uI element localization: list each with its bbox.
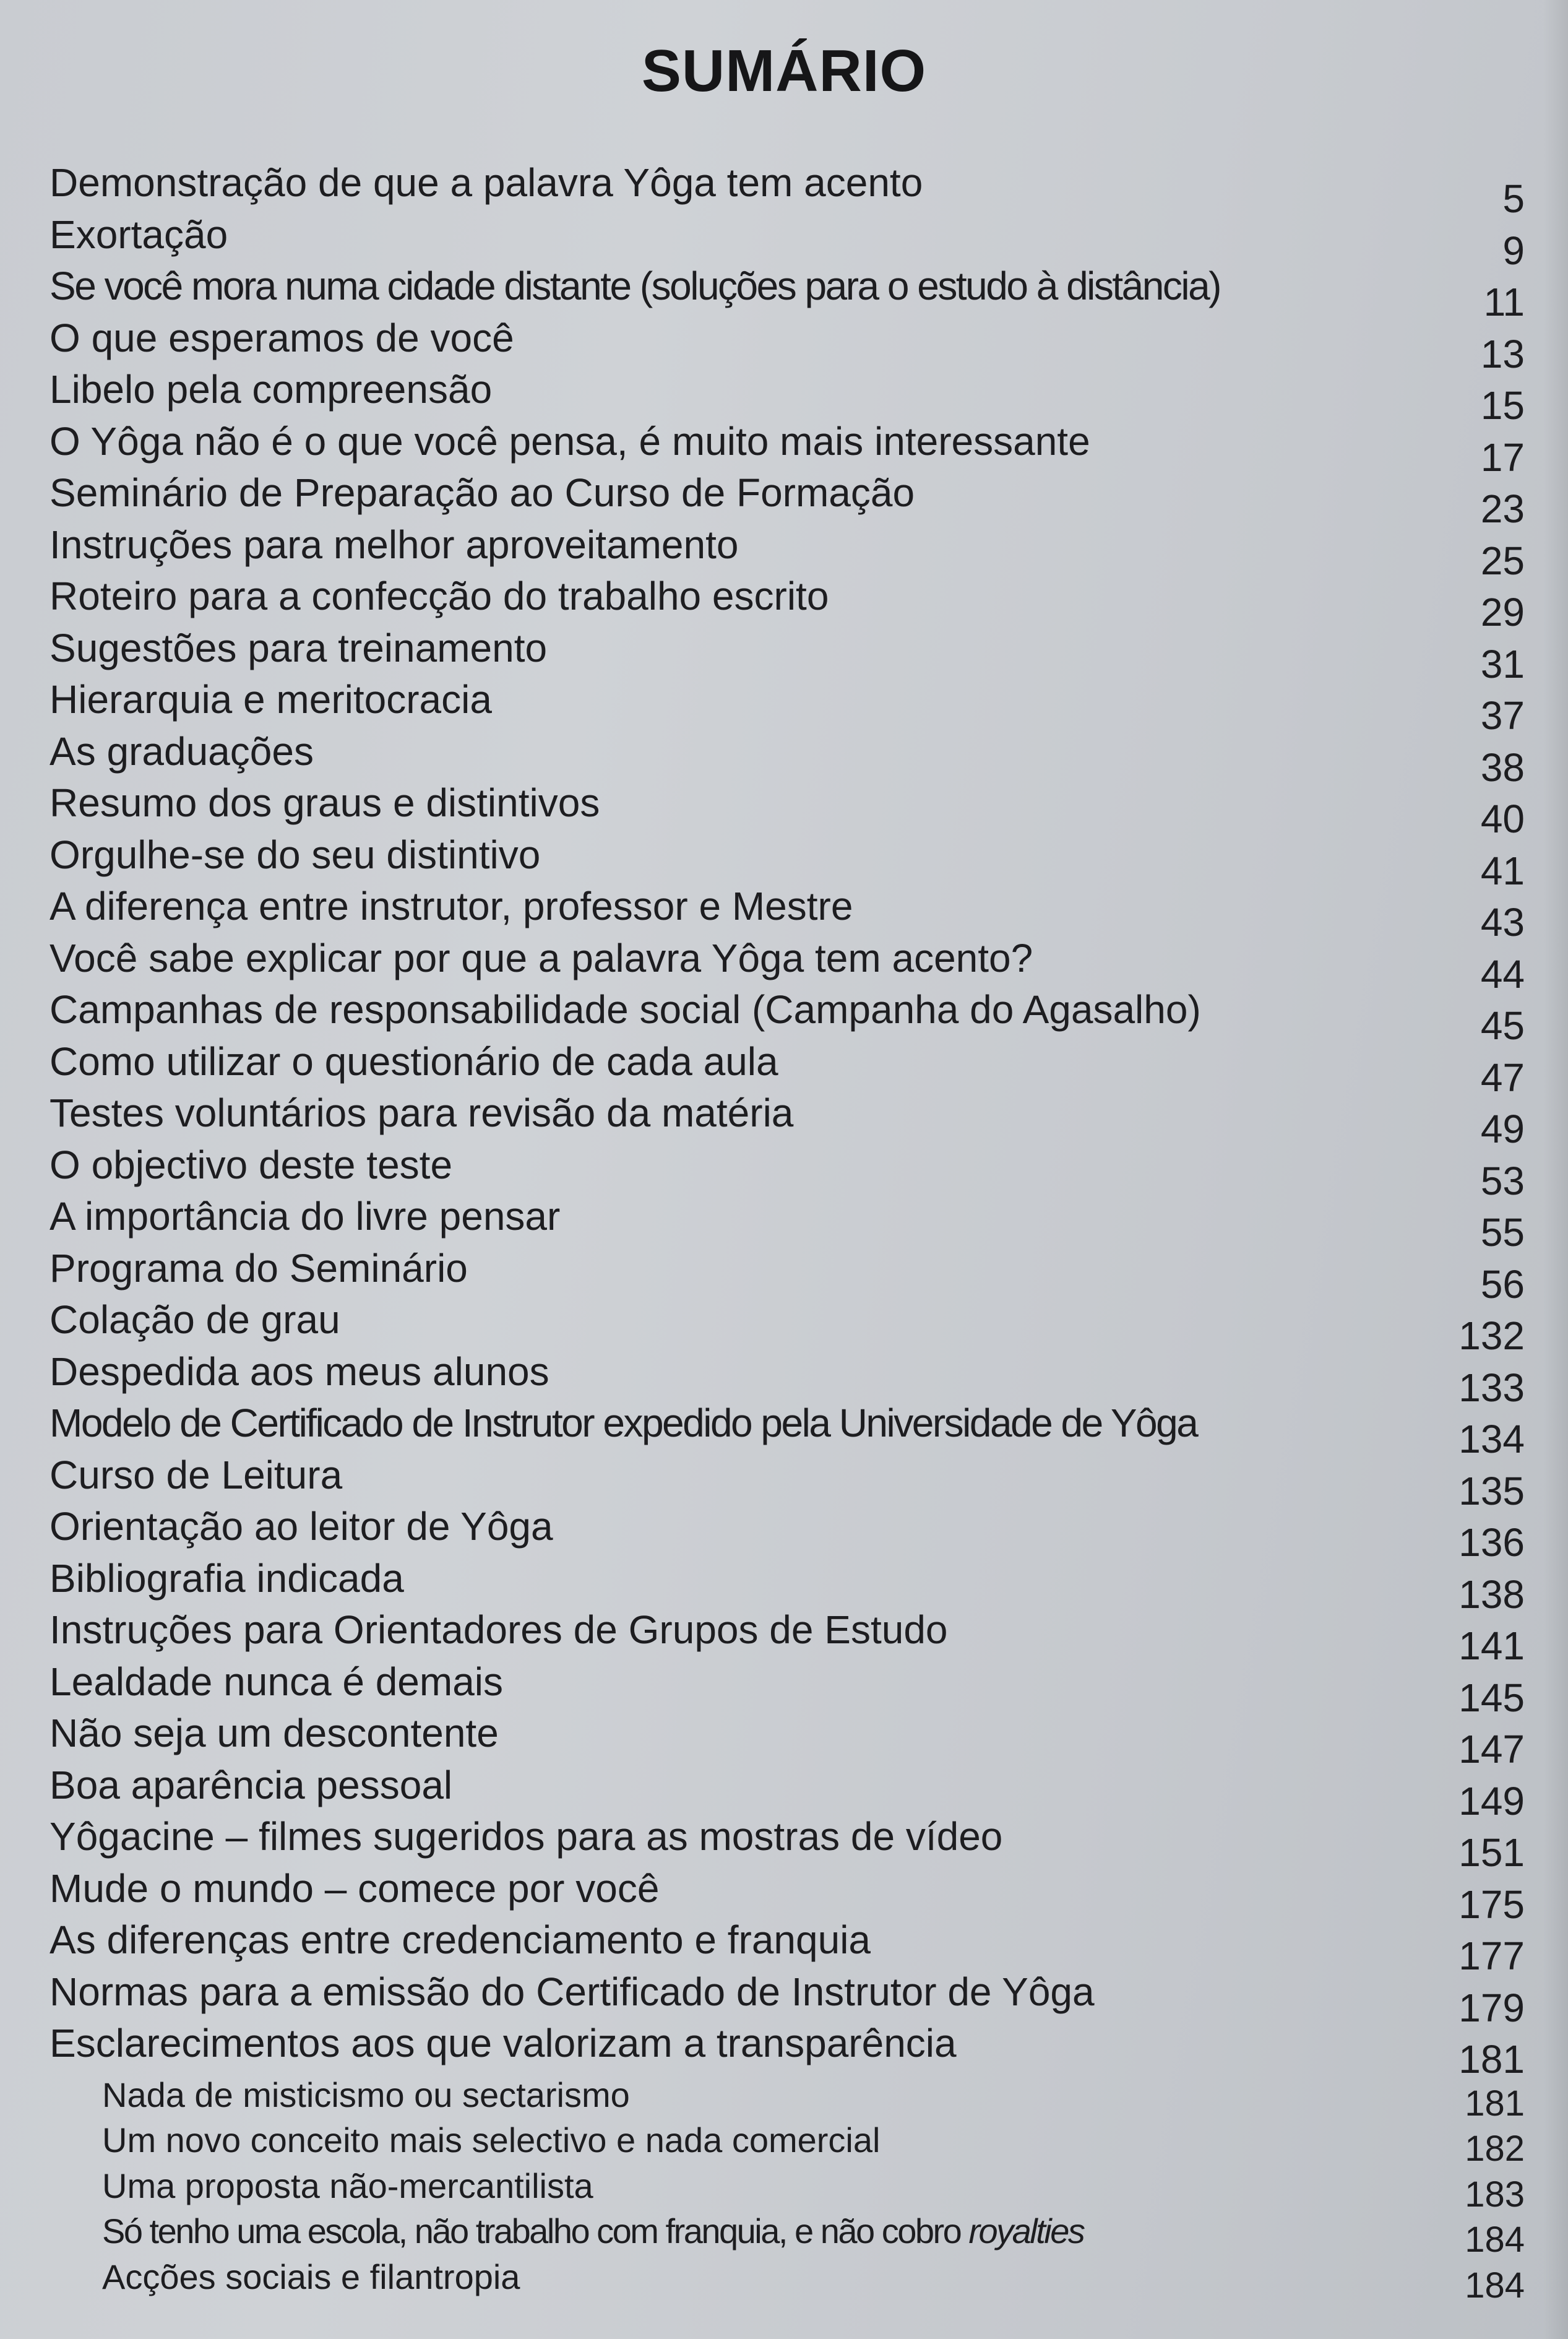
toc-entry-title: Libelo pela compreensão bbox=[50, 367, 493, 412]
toc-entry bbox=[0, 727, 1568, 790]
toc-subentry-page: 184 bbox=[1465, 2220, 1525, 2260]
toc-entry-page: 55 bbox=[1480, 1210, 1525, 1255]
toc-subentry bbox=[0, 2252, 1568, 2306]
toc-entry-page: 56 bbox=[1480, 1261, 1525, 1307]
toc-entry-page: 181 bbox=[1458, 2037, 1525, 2082]
toc-subentry-title-italic: royalties bbox=[968, 2211, 1084, 2251]
page-edge-shadow bbox=[1543, 0, 1568, 2339]
toc-subentry bbox=[0, 2161, 1568, 2215]
toc-entry bbox=[0, 1295, 1568, 1358]
toc-entry-title: Roteiro para a confecção do trabalho escrito bbox=[50, 574, 829, 618]
toc-entry-title: Como utilizar o questionário de cada aula bbox=[50, 1039, 778, 1084]
toc-entry-title: Esclarecimentos aos que valorizam a transparência bbox=[50, 2021, 957, 2065]
toc-entry-title: Não seja um descontente bbox=[50, 1711, 499, 1755]
toc-entry bbox=[0, 1708, 1568, 1771]
toc-entry-page: 134 bbox=[1458, 1417, 1525, 1461]
toc-entry-page: 145 bbox=[1458, 1675, 1525, 1720]
toc-entry-title: O que esperamos de você bbox=[50, 315, 514, 360]
toc-entry-page: 23 bbox=[1480, 486, 1525, 531]
toc-entry-page: 15 bbox=[1480, 383, 1525, 428]
toc-subentry-page: 181 bbox=[1465, 2083, 1525, 2124]
toc-entry-title: Sugestões para treinamento bbox=[50, 625, 548, 670]
toc-entry-title: Yôgacine – filmes sugeridos para as mostras de vídeo bbox=[50, 1814, 1003, 1859]
toc-entry-page: 37 bbox=[1480, 693, 1525, 738]
toc-entry-page: 132 bbox=[1458, 1313, 1525, 1358]
toc-entry bbox=[0, 1191, 1568, 1255]
toc-subentry-title bbox=[102, 2207, 1083, 2256]
toc-entry bbox=[0, 1243, 1568, 1307]
toc-subentry-page: 183 bbox=[1465, 2174, 1525, 2215]
toc-entry-title: Campanhas de responsabilidade social (Campanha do Agasalho) bbox=[50, 987, 1201, 1032]
toc-entry-title: Bibliografia indicada bbox=[50, 1555, 404, 1601]
toc-entry-page: 133 bbox=[1458, 1365, 1525, 1410]
toc-entry bbox=[0, 881, 1568, 945]
toc-entry-title: Exortação bbox=[50, 212, 228, 257]
toc-entry-page: 31 bbox=[1480, 641, 1525, 686]
toc-entry bbox=[0, 1812, 1568, 1875]
table-of-contents bbox=[0, 158, 1568, 2306]
toc-entry-title: Demonstração de que a palavra Yôga tem acento bbox=[50, 160, 923, 205]
toc-entry-title: As diferenças entre credenciamento e franquia bbox=[50, 1917, 871, 1962]
toc-entry-title: A diferença entre instrutor, professor e Mestre bbox=[50, 884, 853, 928]
toc-entry-page: 11 bbox=[1483, 280, 1525, 324]
toc-entry bbox=[0, 571, 1568, 634]
toc-entry bbox=[0, 1450, 1568, 1513]
toc-entry-page: 5 bbox=[1502, 176, 1525, 221]
toc-entry-page: 29 bbox=[1480, 590, 1525, 634]
toc-entry bbox=[0, 520, 1568, 583]
toc-entry bbox=[0, 1864, 1568, 1927]
toc-entry-title: Testes voluntários para revisão da matéria bbox=[50, 1091, 794, 1135]
toc-entry-title: Se você mora numa cidade distante (soluções para o estudo à distância) bbox=[50, 264, 1220, 308]
toc-entry bbox=[0, 417, 1568, 480]
toc-entry bbox=[0, 210, 1568, 273]
toc-entry-title: As graduações bbox=[50, 729, 314, 774]
toc-entry-title: A importância do livre pensar bbox=[50, 1194, 561, 1239]
toc-subentry-title-text: Só tenho uma escola, não trabalho com franquia, e não cobro bbox=[102, 2211, 961, 2251]
toc-entry-page: 9 bbox=[1502, 228, 1525, 273]
toc-subentry-page: 182 bbox=[1465, 2129, 1525, 2169]
toc-subentry bbox=[0, 2207, 1568, 2260]
toc-entry-page: 45 bbox=[1480, 1003, 1525, 1048]
toc-entry-title: Programa do Seminário bbox=[50, 1245, 468, 1291]
toc-subentry bbox=[0, 2070, 1568, 2124]
toc-entry bbox=[0, 313, 1568, 376]
toc-entry bbox=[0, 2018, 1568, 2082]
toc-entry bbox=[0, 778, 1568, 841]
toc-entry bbox=[0, 1347, 1568, 1410]
toc-entry bbox=[0, 623, 1568, 686]
toc-entry-page: 43 bbox=[1480, 900, 1525, 945]
toc-subentry-title: Acções sociais e filantropia bbox=[102, 2257, 520, 2296]
toc-entry-page: 138 bbox=[1458, 1572, 1525, 1617]
toc-entry-title: O objectivo deste teste bbox=[50, 1142, 453, 1187]
toc-subentry-title: Uma proposta não-mercantilista bbox=[102, 2166, 593, 2205]
toc-entry-title: Resumo dos graus e distintivos bbox=[50, 780, 600, 825]
toc-entry bbox=[0, 933, 1568, 997]
toc-entry-title: Curso de Leitura bbox=[50, 1452, 343, 1497]
toc-entry-page: 40 bbox=[1480, 797, 1525, 841]
toc-entry-page: 147 bbox=[1458, 1727, 1525, 1771]
toc-entry bbox=[0, 1967, 1568, 2030]
toc-entry bbox=[0, 1088, 1568, 1151]
toc-entry-page: 49 bbox=[1480, 1107, 1525, 1151]
toc-entry-page: 47 bbox=[1480, 1055, 1525, 1100]
toc-entry-title: Instruções para Orientadores de Grupos de Estudo bbox=[50, 1607, 948, 1652]
toc-entry-title: Lealdade nunca é demais bbox=[50, 1659, 503, 1704]
toc-entry-page: 175 bbox=[1458, 1882, 1525, 1927]
toc-entry bbox=[0, 985, 1568, 1048]
toc-entry-page: 17 bbox=[1480, 435, 1525, 480]
toc-entry bbox=[0, 1657, 1568, 1720]
toc-entry bbox=[0, 1915, 1568, 1978]
toc-entry-page: 149 bbox=[1458, 1778, 1525, 1823]
toc-entry-page: 135 bbox=[1458, 1468, 1525, 1513]
toc-entry-title: Instruções para melhor aproveitamento bbox=[50, 522, 739, 567]
toc-subentry-title: Um novo conceito mais selectivo e nada comercial bbox=[102, 2121, 881, 2160]
toc-entry-page: 38 bbox=[1480, 745, 1525, 790]
toc-entry bbox=[0, 1037, 1568, 1100]
toc-entry bbox=[0, 830, 1568, 893]
toc-entry-title: Orientação ao leitor de Yôga bbox=[50, 1504, 553, 1549]
toc-entry-title: Colação de grau bbox=[50, 1297, 340, 1342]
toc-subentry bbox=[0, 2116, 1568, 2169]
toc-entry-page: 151 bbox=[1458, 1830, 1525, 1875]
toc-entry-page: 136 bbox=[1458, 1520, 1525, 1565]
toc-entry-title: Orgulhe-se do seu distintivo bbox=[50, 832, 541, 877]
toc-entry-title: Despedida aos meus alunos bbox=[50, 1349, 549, 1394]
toc-entry-title: Modelo de Certificado de Instrutor expedido pela Universidade de Yôga bbox=[50, 1401, 1197, 1445]
toc-entry bbox=[0, 1140, 1568, 1203]
toc-entry bbox=[0, 468, 1568, 531]
toc-entry-title: Boa aparência pessoal bbox=[50, 1762, 453, 1807]
toc-entry bbox=[0, 1398, 1568, 1461]
toc-entry-page: 179 bbox=[1458, 1985, 1525, 2030]
toc-entry-title: Você sabe explicar por que a palavra Yôga tem acento? bbox=[50, 935, 1033, 980]
toc-entry bbox=[0, 158, 1568, 221]
toc-entry-title: O Yôga não é o que você pensa, é muito mais interessante bbox=[50, 418, 1090, 464]
toc-entry-page: 141 bbox=[1458, 1623, 1525, 1668]
toc-entry bbox=[0, 365, 1568, 428]
toc-entry-title: Seminário de Preparação ao Curso de Formação bbox=[50, 470, 915, 515]
toc-entry-page: 44 bbox=[1480, 951, 1525, 997]
toc-entry bbox=[0, 675, 1568, 738]
toc-entry-page: 13 bbox=[1480, 331, 1525, 376]
toc-subentry-page: 184 bbox=[1465, 2265, 1525, 2306]
toc-entry-title: Normas para a emissão do Certificado de Instrutor de Yôga bbox=[50, 1969, 1095, 2014]
toc-entry-page: 177 bbox=[1458, 1934, 1525, 1978]
toc-entry bbox=[0, 261, 1568, 324]
toc-entry bbox=[0, 1502, 1568, 1565]
toc-entry bbox=[0, 1605, 1568, 1668]
toc-entry-page: 41 bbox=[1480, 848, 1525, 893]
toc-entry bbox=[0, 1554, 1568, 1617]
toc-entry-page: 53 bbox=[1480, 1158, 1525, 1203]
toc-entry-title: Hierarquia e meritocracia bbox=[50, 677, 492, 722]
toc-entry-title: Mude o mundo – comece por você bbox=[50, 1866, 660, 1911]
toc-entry-page: 25 bbox=[1480, 538, 1525, 583]
toc-subentry-title: Nada de misticismo ou sectarismo bbox=[102, 2075, 630, 2114]
toc-entry bbox=[0, 1760, 1568, 1823]
page-title: SUMÁRIO bbox=[641, 38, 927, 104]
